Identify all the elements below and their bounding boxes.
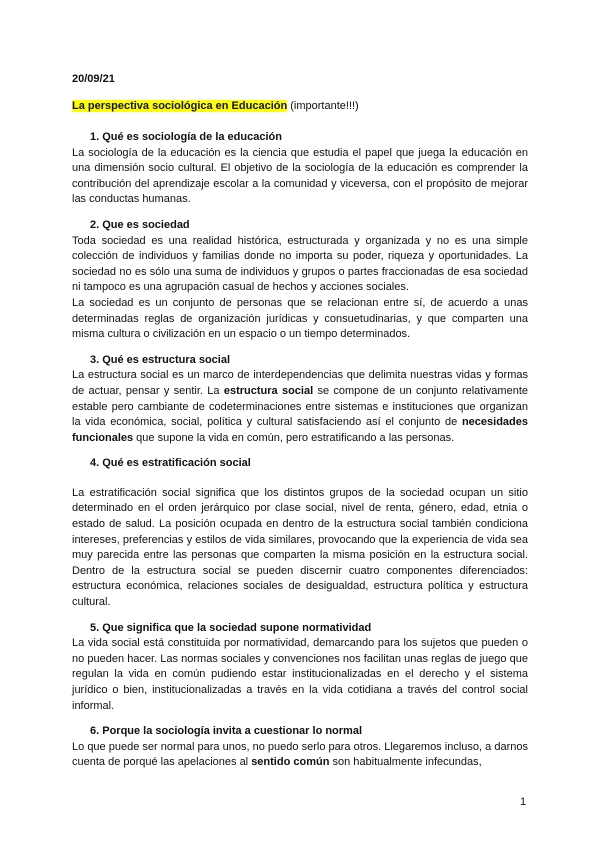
page-number: 1 xyxy=(520,796,527,808)
bold-term: necesidades funcionales xyxy=(72,416,528,444)
section-paragraph xyxy=(72,296,528,343)
document-body xyxy=(72,130,528,771)
paragraph-text: Lo que puede ser normal para unos, no puedo serlo para otros. Llegaremos incluso, a darnos cuenta de porqué las apelaciones al xyxy=(72,740,528,769)
section-paragraph xyxy=(72,486,528,611)
paragraph-text: son habitualmente infecundas, xyxy=(329,756,482,769)
section-heading: 1. Qué es sociología de la educación xyxy=(90,131,282,143)
section-5 xyxy=(72,621,528,715)
section-spacer xyxy=(72,472,528,486)
section-heading: 3. Qué es estructura social xyxy=(90,353,231,366)
paragraph-text: La sociología de la educación es la ciencia que estudia el papel que juega la educación en una dimensión socio cultural. El objetivo de la sociología de la educación es comprender la contribución del aprendizaje escolar a la comunidad y viceversa, con el propósito de mejorar las conductas humanas. xyxy=(72,146,528,206)
section-4 xyxy=(72,456,528,610)
title-highlight: La perspectiva sociológica en Educación xyxy=(72,100,288,112)
document-date: 20/09/21 xyxy=(72,73,115,85)
title-note: (importante!!!) xyxy=(290,100,359,112)
section-heading: 6. Porque la sociología invita a cuestionar lo normal xyxy=(90,725,363,738)
paragraph-text: La estratificación social significa que los distintos grupos de la sociedad ocupan un sitio determinado en el orden jerárquico por clase social, nivel de renta, género, edad, etnia o estado de salud. La posición ocupada en dentro de la estructura social también condiciona intereses, preferencias y estilos de vida similares, provocando que la experiencia de vida sea muy parecida entre las personas que comparten la misma posición en la estructura social. Dentro de la estructura social se pueden discernir cuatro componentes diferenciados: estructura económica, relaciones sociales de desigualdad, estructura política y estructura cultural. xyxy=(72,486,528,609)
section-paragraph xyxy=(72,234,528,296)
section-3 xyxy=(72,353,528,447)
section-paragraph xyxy=(72,146,528,208)
paragraph-text: La vida social está constituida por normatividad, demarcando para los sujetos que pueden o no pueden hacer. Las normas sociales y convenciones nos facilitan unas reglas de juego que regulan la vida en común pudiendo estar institucionalizadas en el derecho y el sistema jurídico o bien, institucionalizadas a través en la vida cotidiana a través del control social informal. xyxy=(72,637,528,712)
section-heading: 4. Qué es estratificación social xyxy=(90,457,251,470)
section-paragraph xyxy=(72,636,528,714)
paragraph-text: Toda sociedad es una realidad histórica, estructurada y organizada y no es una simple colección de individuos y familias donde no importa su poder, riqueza y oportunidades. La sociedad no es sólo una suma de individuos y grupos o partes fraccionadas de esa sociedad ni tampoco es una agrupación casual de hechos y acciones sociales. xyxy=(72,234,528,294)
document-title xyxy=(72,100,359,112)
section-2 xyxy=(72,218,528,343)
section-1 xyxy=(72,130,528,208)
section-paragraph xyxy=(72,740,528,771)
paragraph-text: La sociedad es un conjunto de personas que se relacionan entre sí, de acuerdo a unas determinadas reglas de organización jurídicas y consuetudinarias, y que comparten una misma cultura o civilización en un espacio o un tiempo determinados. xyxy=(72,296,528,341)
section-heading: 5. Que significa que la sociedad supone normatividad xyxy=(90,621,372,634)
paragraph-text: se compone de un conjunto relativamente estable pero cambiante de codeterminaciones entre sistemas e instituciones que organizan la vida económica, social, política y cultural satisfaciendo así el conjunto de xyxy=(72,384,528,429)
paragraph-text: que supone la vida en común, pero estratificando a las personas. xyxy=(133,431,455,444)
bold-term: estructura social xyxy=(223,384,314,397)
section-6 xyxy=(72,724,528,771)
paragraph-text: La estructura social es un marco de interdependencias que delimita nuestras vidas y formas de actuar, pensar y sentir. La xyxy=(72,369,528,397)
section-heading: 2. Que es sociedad xyxy=(90,218,190,231)
section-paragraph xyxy=(72,368,528,446)
bold-term: sentido común xyxy=(251,756,330,769)
